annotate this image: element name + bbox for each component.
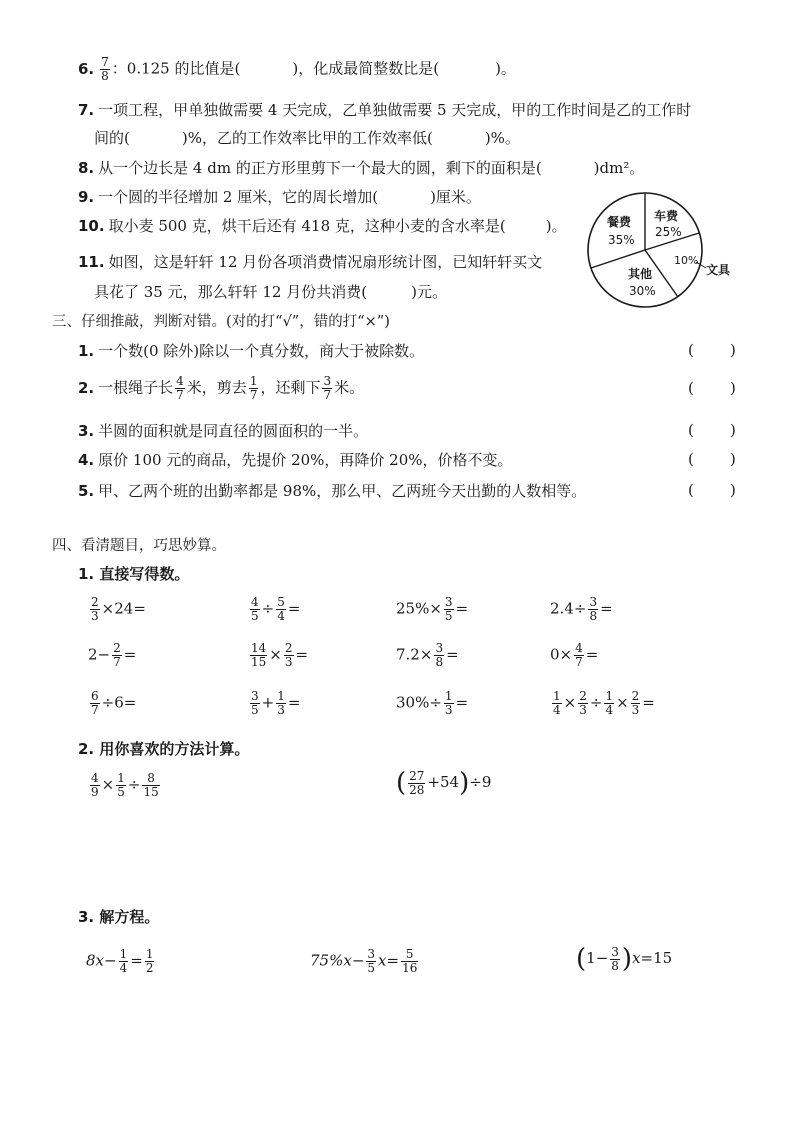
judge-answer-open-4[interactable]: ( bbox=[688, 450, 694, 468]
question-11: 11. 如图，这是轩轩 12 月份各项消费情况扇形统计图，已知轩轩买文 bbox=[78, 253, 543, 271]
equation-1: 8x− $\frac{1}{4}$ = $\frac{1}{2}$ bbox=[86, 947, 154, 975]
calc-r3-d: $\frac{1}{4}$ × $\frac{2}{3}$ ÷ $\frac{1}{4}$ × $\frac{2}{3}$ = bbox=[553, 689, 655, 717]
pie-label-chefei: 车费 bbox=[654, 209, 679, 223]
judge-answer-close-2[interactable]: ) bbox=[730, 379, 736, 397]
calc-method-2: ( $\frac{27}{28}$ +54)÷9 bbox=[396, 768, 492, 798]
question-7-line2: 间的( )%，乙的工作效率比甲的工作效率低( )%。 bbox=[94, 129, 520, 147]
equation-3: (1− $\frac{3}{8}$ )x=15 bbox=[576, 944, 673, 974]
judge-item-3: 3. 半圆的面积就是同直径的圆面积的一半。 bbox=[78, 422, 369, 440]
judge-answer-close-4[interactable]: ) bbox=[730, 450, 736, 468]
pie-pct-canfei: 35% bbox=[608, 233, 635, 247]
question-7: 7. 一项工程，甲单独做需要 4 天完成，乙单独做需要 5 天完成，甲的工作时间是乙的工作时 bbox=[78, 101, 692, 119]
calc-r2-d: 0× $\frac{4}{7}$ = bbox=[550, 641, 599, 669]
calc-method-1: $\frac{4}{9}$ × $\frac{1}{5}$ ÷ $\frac{8}{15}$ bbox=[91, 771, 159, 799]
pie-label-wenju: 文具 bbox=[706, 263, 731, 277]
calc-r1-a: $\frac{2}{3}$ ×24= bbox=[91, 595, 146, 623]
question-number: 7. bbox=[78, 101, 95, 119]
calc-r2-b: $\frac{14}{15}$ × $\frac{2}{3}$ = bbox=[251, 641, 309, 669]
judge-answer-close-1[interactable]: ) bbox=[730, 341, 736, 359]
fraction: $\frac{4}{7}$ bbox=[176, 374, 184, 402]
judge-answer-close-5[interactable]: ) bbox=[730, 481, 736, 499]
pie-pct-wenju: 10% bbox=[674, 254, 699, 267]
judge-item-4: 4. 原价 100 元的商品，先提价 20%，再降价 20%，价格不变。 bbox=[78, 451, 513, 469]
question-number: 9. bbox=[78, 188, 95, 206]
fraction: $\frac{7}{8}$ bbox=[101, 55, 109, 83]
pie-divider-left bbox=[591, 250, 645, 268]
question-number: 10. bbox=[78, 217, 105, 235]
sub-heading-method: 2. 用你喜欢的方法计算。 bbox=[78, 740, 250, 758]
pie-pct-chefei: 25% bbox=[655, 225, 682, 239]
judge-answer-close-3[interactable]: ) bbox=[730, 421, 736, 439]
calc-r2-a: 2− $\frac{2}{7}$ = bbox=[88, 641, 137, 669]
question-10: 10. 取小麦 500 克，烘干后还有 418 克，这种小麦的含水率是( )。 bbox=[78, 217, 567, 235]
calc-r3-b: $\frac{3}{5}$ + $\frac{1}{3}$ = bbox=[251, 689, 301, 717]
calc-r1-b: $\frac{4}{5}$ ÷ $\frac{5}{4}$ = bbox=[251, 595, 301, 623]
section-4-title: 四、看清题目，巧思妙算。 bbox=[52, 538, 226, 554]
pie-chart bbox=[584, 190, 744, 312]
pie-label-qita: 其他 bbox=[628, 267, 653, 281]
section-3-title: 三、仔细推敲，判断对错。(对的打“√”，错的打“×”) bbox=[52, 314, 390, 330]
question-6: 6. $\frac{7}{8}$ ：0.125 的比值是( )，化成最简整数比是( )。 bbox=[78, 55, 516, 83]
question-8: 8. 从一个边长是 4 dm 的正方形里剪下一个最大的圆，剩下的面积是( )dm²。 bbox=[78, 159, 645, 177]
question-11-line2: 具花了 35 元，那么轩轩 12 月份共消费( )元。 bbox=[94, 283, 447, 301]
judge-item-5: 5. 甲、乙两个班的出勤率都是 98%，那么甲、乙两班今天出勤的人数相等。 bbox=[78, 482, 587, 500]
calc-r2-c: 7.2× $\frac{3}{8}$ = bbox=[396, 641, 459, 669]
pie-label-canfei: 餐费 bbox=[607, 215, 632, 229]
judge-answer-open-3[interactable]: ( bbox=[688, 421, 694, 439]
judge-answer-open-2[interactable]: ( bbox=[688, 379, 694, 397]
calc-r3-c: 30%÷ $\frac{1}{3}$ = bbox=[396, 689, 469, 717]
judge-answer-open-5[interactable]: ( bbox=[688, 481, 694, 499]
sub-heading-equation: 3. 解方程。 bbox=[78, 908, 160, 926]
question-9: 9. 一个圆的半径增加 2 厘米，它的周长增加( )厘米。 bbox=[78, 188, 481, 206]
judge-answer-open-1[interactable]: ( bbox=[688, 341, 694, 359]
question-number: 11. bbox=[78, 253, 105, 271]
equation-2: 75%x− $\frac{3}{5}$ x= $\frac{5}{16}$ bbox=[310, 947, 418, 975]
question-number: 6. bbox=[78, 59, 95, 78]
fraction: $\frac{3}{7}$ bbox=[323, 374, 332, 402]
calc-r1-c: 25%× $\frac{3}{5}$ = bbox=[396, 595, 469, 623]
question-number: 8. bbox=[78, 159, 95, 177]
calc-r1-d: 2.4÷ $\frac{3}{8}$ = bbox=[550, 595, 613, 623]
pie-pct-qita: 30% bbox=[629, 284, 656, 298]
judge-item-1: 1. 一个数(0 除外)除以一个真分数，商大于被除数。 bbox=[78, 342, 425, 360]
sub-heading-direct: 1. 直接写得数。 bbox=[78, 565, 190, 583]
fraction: $\frac{1}{7}$ bbox=[249, 374, 258, 402]
judge-item-2: 2. 一根绳子长 $\frac{4}{7}$ 米，剪去 $\frac{1}{7}$ ，还剩下 $\frac{3}{7}$ 米。 bbox=[78, 374, 365, 402]
calc-r3-a: $\frac{6}{7}$ ÷6= bbox=[91, 689, 137, 717]
